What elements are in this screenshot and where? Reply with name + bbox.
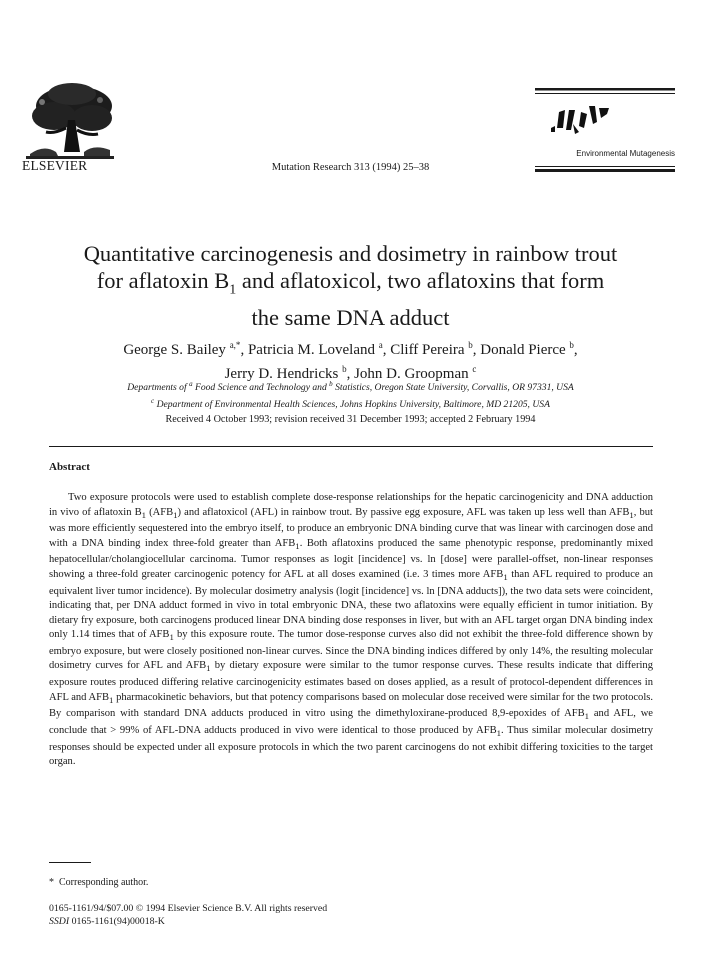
society-rule-thick (535, 169, 675, 172)
author-name: John D. Groopman (354, 366, 469, 382)
ems-logo-icon (535, 88, 675, 148)
author-line: Jerry D. Hendricks $^b$, John D. Groopman $^c$ (224, 364, 477, 382)
footnote-mark: * (49, 877, 54, 888)
affiliation-line: Departments of $^a$ Food Science and Technology and $^b$ Statistics, Oregon State University, Corvallis, OR 97331, USA (127, 380, 574, 394)
affiliations (30, 378, 671, 411)
received-dates: Received 4 October 1993; revision received 31 December 1993; accepted 2 February 1994 (165, 414, 536, 425)
author-name: George S. Bailey (123, 342, 226, 358)
publisher-name: ELSEVIER (22, 158, 88, 173)
society-logo-block (535, 88, 675, 158)
title-line: the same DNA adduct (251, 304, 450, 330)
article-title (40, 240, 661, 331)
title-line: Quantitative carcinogenesis and dosimetry in rainbow trout (83, 241, 618, 266)
author-affiliation-mark: b (569, 340, 574, 350)
society-rule-thin (535, 166, 675, 167)
author-name: Jerry D. Hendricks (224, 366, 339, 382)
author-name: Patricia M. Loveland (247, 342, 375, 358)
ssdi-value: 0165-1161(94)00018-K (71, 916, 165, 927)
affiliation-line: $^c$ Department of Environmental Health Sciences, Johns Hopkins University, Baltimore, MD 21205, USA (151, 396, 550, 410)
author-line: George S. Bailey $^{a,*}$, Patricia M. Loveland $^a$, Cliff Pereira $^b$, Donald Pierce $^b$, (123, 340, 578, 358)
abstract-heading: Abstract (49, 461, 90, 473)
footnote-text: Corresponding author. (59, 877, 149, 888)
header-divider (49, 446, 653, 447)
abstract-body: Two exposure protocols were used to establish complete dose-response relationships for the hepatic carcinogenicity and DNA adduction in vivo of aflatoxin $B_1$ $(AFB_1)$ and aflatoxicol (AFL) in rainbow trout. By passive egg exposure, AFL was taken up less well than $AFB_1$, but was more efficiently sequestered into the embryo itself, to produce an embryonic DNA binding curve that was linear with carcinogen dose and with a DNA binding index three-fold greater than $AFB_1$. Both aflatoxins produced the same phenotypic response, predominantly mixed hepatocellular/cholangiocellular carcinoma. Tumor responses as logit [incidence] vs. ln [dose] were parallel-offset, non-linear responses showing a three-fold greater carcinogenic potency for AFL at all doses examined (i.e. 3 times more $AFB_1$ than AFL required to produce an equivalent liver tumor incidence). By molecular dosimetry analysis (logit [incidence] vs. ln [DNA adducts]), the two data sets were coincident, indicating that, per DNA adduct formed in vivo in total embryonic DNA, these two aflatoxins were equally efficient in tumor initiation. By dietary fry exposure, both carcinogens produced linear DNA binding dose responses in liver, but with an AFL target organ DNA binding index only 1.14 times that of $AFB_1$ by this exposure route. The tumor dose-response curves also did not exhibit the three-fold difference shown by embryo exposure, but were closely positioned non-linear curves. Since the DNA binding indices differed by only 14%, the resulting molecular dosimetry curves for AFL and $AFB_1$ by dietary exposure were similar to the tumor response curves. These results indicate that differing exposure routes produced differing relative carcinogenicity estimates based on doses applied, as a result of protocol-dependent differences in AFL and $AFB_1$ pharmacokinetic behaviors, but that potency comparisons based on molecular dose received were similar for the two protocols. By comparison with standard DNA adducts produced in vitro using the dimethyloxirane-produced 8,9-epoxides of $AFB_1$ and AFL, we conclude that > 99% of AFL-DNA adducts produced in vivo were identical to those produced by $AFB_1$. Thus similar molecular dosimetry responses should be expected under all exposure protocols in which the two parent carcinogens do not exhibit differing toxicities to the target organ. (49, 492, 654, 768)
author-affiliation-mark: c (472, 364, 477, 374)
elsevier-tree-logo (24, 82, 116, 162)
ssdi-line (49, 916, 165, 927)
society-label: Environmental Mutagenesis (576, 149, 675, 158)
author-name: Cliff Pereira (390, 342, 465, 358)
ssdi-label: SSDI (49, 916, 70, 927)
author-affiliation-mark: a (378, 340, 383, 350)
author-affiliation-mark: b (468, 340, 473, 350)
author-affiliation-mark: a,* (229, 340, 241, 350)
title-line: for aflatoxin $B_1$ and aflatoxicol, two aflatoxins that form (96, 268, 605, 298)
journal-citation: Mutation Research 313 (1994) 25–38 (271, 162, 430, 173)
author-list (40, 336, 661, 384)
footnote (49, 877, 148, 888)
tree-logo-icon (24, 82, 116, 162)
author-affiliation-mark: b (342, 364, 347, 374)
copyright-line: 0165-1161/94/$07.00 © 1994 Elsevier Science B.V. All rights reserved (49, 903, 328, 914)
footnote-rule (49, 862, 91, 863)
author-name: Donald Pierce (480, 342, 566, 358)
